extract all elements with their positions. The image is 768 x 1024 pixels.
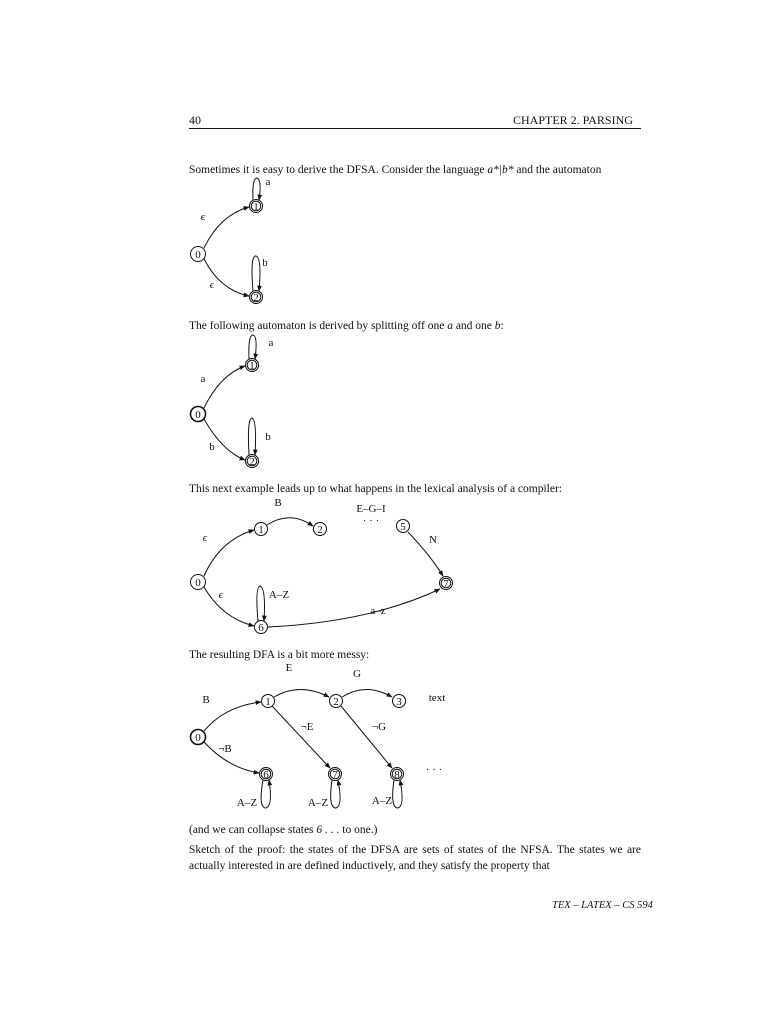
dfa-paragraph: The resulting DFA is a bit more messy: <box>189 649 370 661</box>
diagram-1 <box>191 178 263 304</box>
diagram-2 <box>191 335 259 468</box>
d4-edge-label-notE: ¬E <box>300 721 314 733</box>
collapse-text: (and we can collapse states <box>189 824 317 836</box>
d1-state-0-label: 0 <box>195 249 201 261</box>
d3-edge-label-az: a–z <box>370 605 386 617</box>
d1-state-1-label: 1 <box>253 201 259 213</box>
lexical-paragraph: This next example leads up to what happens in the lexical analysis of a compiler: <box>189 483 563 495</box>
d4-edge-label-B: B <box>202 694 210 706</box>
d4-edge-label-notB: ¬B <box>218 743 232 755</box>
d4-loop-label-AZ-1: A–Z <box>236 797 258 809</box>
intro-math: a*|b* <box>487 164 514 176</box>
d3-state-5-label: 5 <box>400 521 406 533</box>
d3-loop-label-AZ: A–Z <box>268 589 290 601</box>
d3-state-0-label: 0 <box>195 577 201 589</box>
d2-edge-label-a: a <box>200 373 206 385</box>
d4-state-2-label: 2 <box>333 696 339 708</box>
d2-state-0-label: 0 <box>195 409 201 421</box>
split-math-b: b <box>494 320 501 332</box>
chapter-title: CHAPTER 2. PARSING <box>513 113 633 127</box>
split-math-a: a <box>447 320 453 332</box>
d3-edge-label-B: B <box>274 497 282 509</box>
d4-ellipsis: · · · <box>425 764 443 776</box>
d4-edge-label-text: text <box>428 692 446 704</box>
split-text: The following automaton is derived by splitting off one <box>189 320 448 332</box>
page-number: 40 <box>189 113 201 127</box>
d3-state-1-label: 1 <box>258 524 264 536</box>
proof-sketch-paragraph: Sketch of the proof: the states of the DFSA are sets of states of the NFSA. The states we are actually interested in are defined inductively, and they satisfy the property that <box>189 844 641 872</box>
split-and: and one <box>452 320 495 332</box>
d4-edge-label-notG: ¬G <box>371 721 387 733</box>
d4-state-7-label: 7 <box>332 769 338 781</box>
d3-state-2-label: 2 <box>317 524 323 536</box>
d1-loop-label-a: a <box>265 176 271 188</box>
d4-loop-label-AZ-2: A–Z <box>307 797 329 809</box>
d3-edge-label-N: N <box>429 534 437 546</box>
d4-state-8-label: 8 <box>394 769 400 781</box>
d1-edge-label-eps-1: ϵ <box>200 211 206 223</box>
d1-edge-label-eps-2: ϵ <box>209 279 215 291</box>
collapse-end: to one.) <box>339 824 378 836</box>
d4-state-1-label: 1 <box>265 696 271 708</box>
split-end: : <box>500 320 504 332</box>
d4-state-6-label: 6 <box>263 769 269 781</box>
intro-end: and the automaton <box>513 164 602 176</box>
d3-ellipsis: · · · <box>362 515 380 527</box>
collapse-math: 6 . . . <box>316 824 340 836</box>
d2-loop-label-b: b <box>265 431 271 443</box>
d2-state-1-label: 1 <box>249 360 255 372</box>
d1-loop-label-b: b <box>262 257 268 269</box>
d2-loop-label-a: a <box>268 337 274 349</box>
d4-edge-label-E: E <box>285 662 293 674</box>
d4-state-3-label: 3 <box>396 696 402 708</box>
d3-edge-label-EGI: E–G–I <box>356 503 386 515</box>
intro-text: Sometimes it is easy to derive the DFSA. Consider the language <box>189 164 488 176</box>
d3-edge-label-eps-2: ϵ <box>218 589 224 601</box>
d3-edge-label-eps-1: ϵ <box>202 532 208 544</box>
d1-state-2-label: 2 <box>253 292 259 304</box>
d2-state-2-label: 2 <box>249 456 255 468</box>
d3-state-7-label: 7 <box>443 578 449 590</box>
d4-state-0-label: 0 <box>195 732 201 744</box>
d3-state-6-label: 6 <box>258 622 264 634</box>
d4-loop-label-AZ-3: A–Z <box>371 795 393 807</box>
d4-edge-label-G: G <box>353 668 361 680</box>
footer-text: TEX – LATEX – CS 594 <box>552 900 653 911</box>
d2-edge-label-b: b <box>209 441 215 453</box>
